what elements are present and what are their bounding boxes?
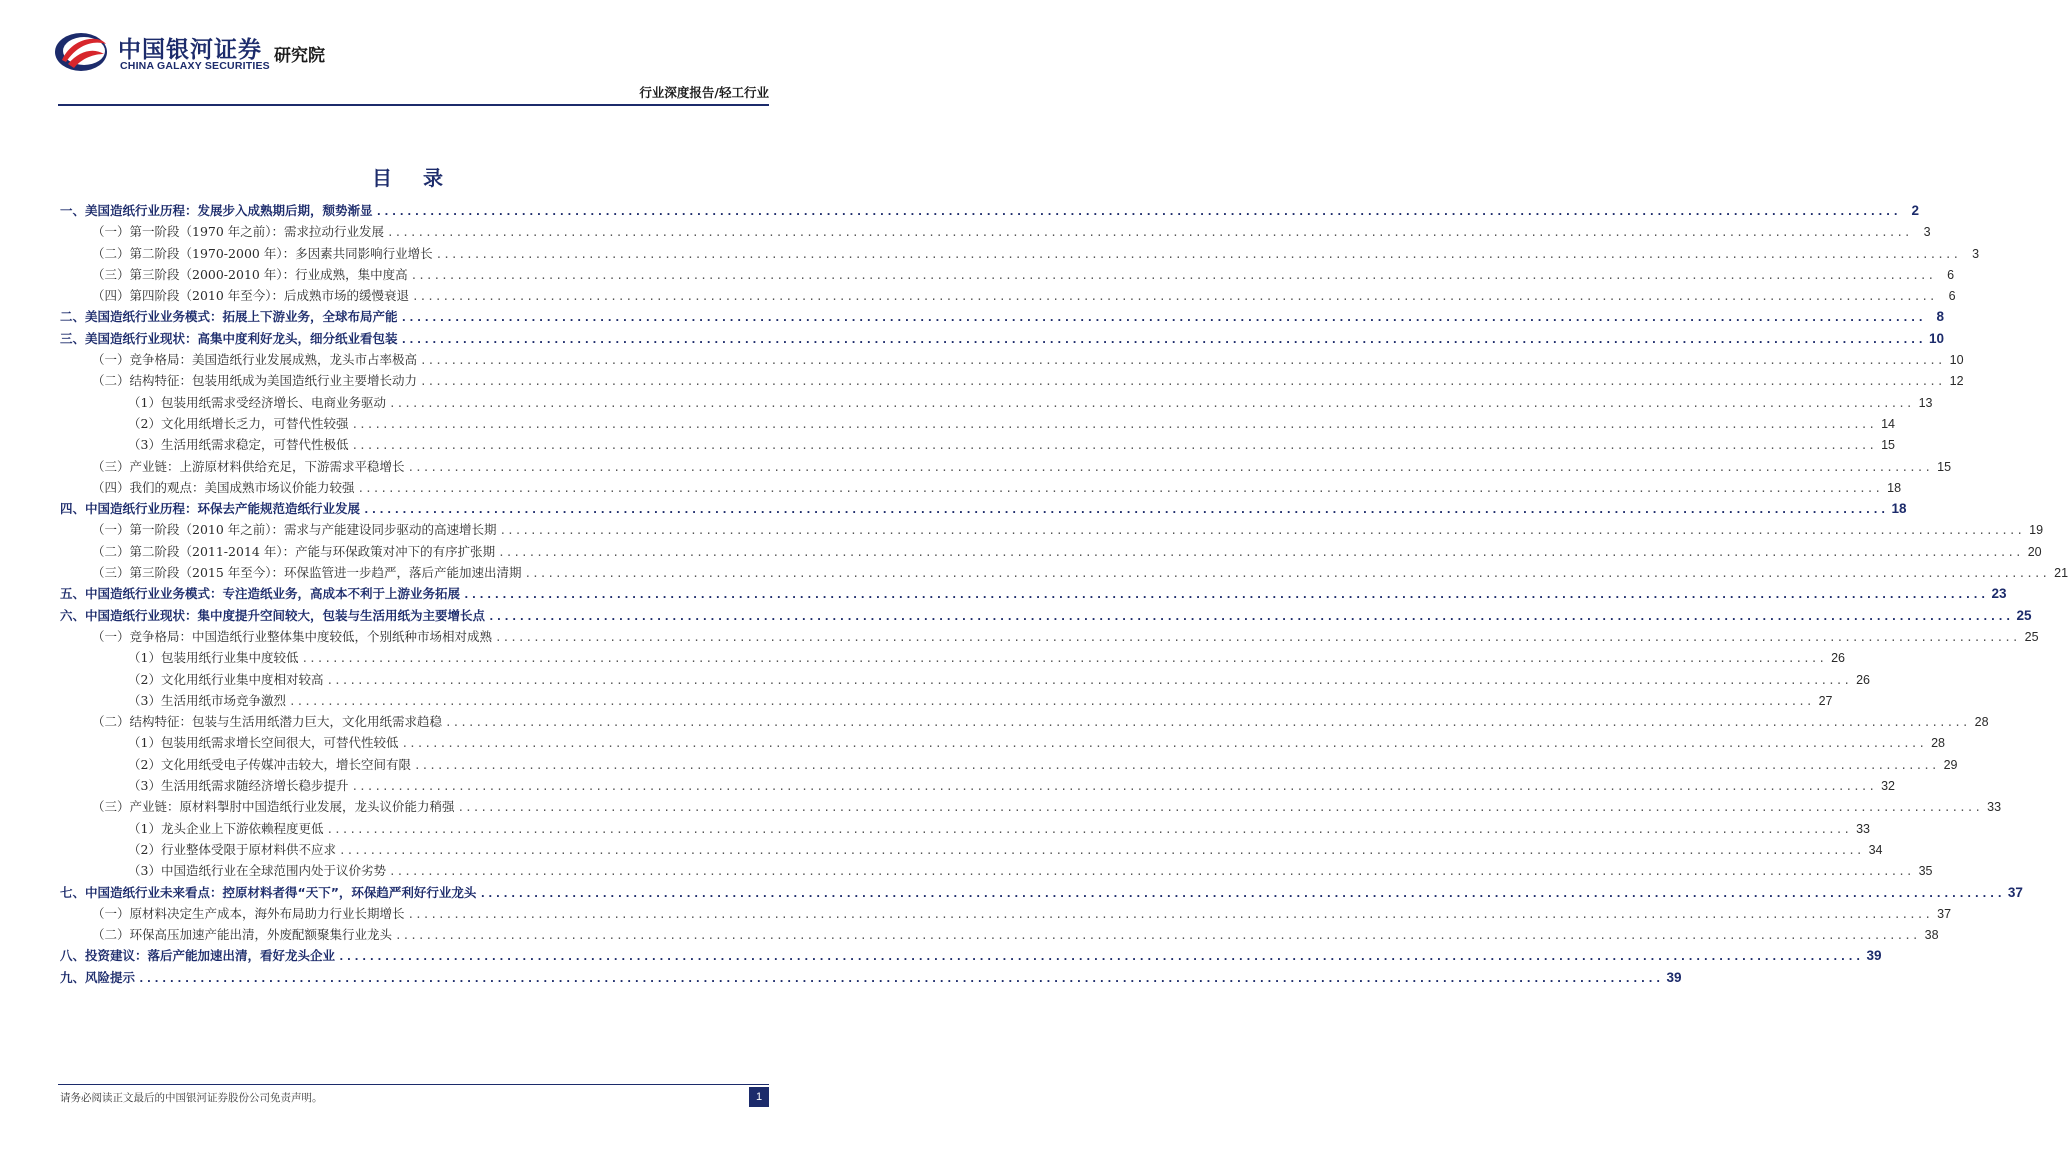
toc-page-number: 8 — [1936, 309, 1945, 325]
toc-page-number: 6 — [1948, 289, 1956, 304]
toc-entry-text: （四）我们的观点：美国成熟市场议价能力较强 — [92, 479, 355, 495]
toc-entry-text: （二）环保高压加速产能出清，外废配额聚集行业龙头 — [92, 927, 393, 943]
toc-entry[interactable] — [60, 818, 1870, 839]
toc-entry[interactable] — [60, 945, 1882, 966]
toc-dot-leader: ........................................................................................................................................................................................................ — [413, 758, 1939, 772]
toc-dot-leader: ........................................................................................................................................................................................................ — [495, 630, 2020, 644]
toc-entry-text: （二）结构特征：包装用纸成为美国造纸行业主要增长动力 — [92, 373, 418, 389]
toc-entry[interactable] — [60, 605, 2032, 626]
toc-entry[interactable] — [60, 711, 1989, 732]
toc-entry-text: （一）竞争格局：中国造纸行业整体集中度较低，个别纸种市场相对成熟 — [92, 628, 493, 644]
toc-entry-text: （三）第三阶段（2015 年至今）：环保监管进一步趋严，落后产能加速出清期 — [92, 565, 522, 581]
toc-page-number: 38 — [1924, 928, 1939, 943]
toc-entry-text: （二）第二阶段（1970-2000 年）：多因素共同影响行业增长 — [92, 245, 433, 261]
toc-page-number: 6 — [1947, 267, 1955, 282]
toc-entry[interactable] — [60, 583, 2007, 604]
toc-entry[interactable] — [60, 370, 1964, 391]
page-header — [0, 0, 827, 110]
toc-entry-text: （三）第三阶段（2000-2010 年）：行业成熟，集中度高 — [92, 266, 408, 282]
toc-entry[interactable] — [60, 690, 1833, 711]
toc-entry-text: （2）行业整体受限于原材料供不应求 — [128, 841, 336, 857]
toc-entry[interactable] — [60, 243, 1980, 264]
toc-entry-text: 九、风险提示 — [60, 969, 136, 985]
toc-page-number: 3 — [1923, 225, 1931, 240]
toc-entry[interactable] — [60, 924, 1939, 945]
toc-page-number: 28 — [1931, 736, 1945, 751]
toc-entry-text: （一）竞争格局：美国造纸行业发展成熟，龙头市占率极高 — [92, 352, 418, 368]
toc-entry[interactable] — [60, 328, 1945, 349]
toc-entry[interactable] — [60, 200, 1920, 221]
toc-dot-leader: ........................................................................................................................................................................................................ — [457, 801, 1983, 815]
toc-page-number: 15 — [1937, 459, 1952, 474]
toc-entry-text: （1）包装用纸需求增长空间很大，可替代性较低 — [128, 735, 399, 751]
toc-dot-leader: ........................................................................................................................................................................................................ — [420, 354, 1945, 368]
toc-dot-leader: ........................................................................................................................................................................................................ — [326, 673, 1851, 687]
toc-dot-leader: ........................................................................................................................................................................................................ — [138, 971, 1663, 985]
toc-entry-text: （二）结构特征：包装与生活用纸潜力巨大，文化用纸需求趋稳 — [92, 714, 443, 730]
institute-label: 研究院 — [274, 46, 325, 66]
toc-page-number: 39 — [1666, 969, 1682, 985]
toc-page-number: 37 — [1937, 906, 1952, 921]
toc-page-number: 13 — [1918, 395, 1933, 410]
toc-page-number: 27 — [1818, 693, 1833, 708]
toc-entry-text: 二、美国造纸行业业务模式：拓展上下游业务，全球布局产能 — [60, 309, 398, 325]
toc-entry[interactable] — [60, 967, 1682, 988]
toc-dot-leader: ........................................................................................................................................................................................................ — [410, 268, 1936, 282]
report-type: 行业深度报告/轻工行业 — [639, 85, 769, 100]
toc-page-number: 10 — [1949, 353, 1964, 368]
toc-page-number: 12 — [1949, 374, 1964, 389]
toc-entry[interactable] — [60, 882, 2023, 903]
toc-page-number: 37 — [2007, 884, 2023, 900]
toc-dot-leader: ........................................................................................................................................................................................................ — [326, 822, 1851, 836]
toc-page-number: 34 — [1868, 842, 1883, 857]
toc-entry[interactable] — [60, 413, 1895, 434]
toc-entry-text: （3）中国造纸行业在全球范围内处于议价劣势 — [128, 863, 386, 879]
toc-entry[interactable] — [60, 519, 2044, 540]
toc-dot-leader: ........................................................................................................................................................................................................ — [499, 524, 2025, 538]
toc-entry[interactable] — [60, 498, 1907, 519]
toc-entry-text: （三）产业链：原材料掣肘中国造纸行业发展，龙头议价能力稍强 — [92, 799, 455, 815]
toc-dot-leader: ........................................................................................................................................................................................................ — [401, 737, 1926, 751]
toc-page-number: 25 — [2024, 629, 2039, 644]
toc-entry-text: （一）第一阶段（1970 年之前）：需求拉动行业发展 — [92, 224, 385, 240]
toc-dot-leader: ........................................................................................................................................................................................................ — [412, 290, 1937, 304]
toc-page-number: 18 — [1887, 480, 1902, 495]
toc-dot-leader: ........................................................................................................................................................................................................ — [407, 460, 1933, 474]
toc-entry-text: （2）文化用纸受电子传媒冲击较大，增长空间有限 — [128, 756, 411, 772]
toc-entry-text: （2）文化用纸行业集中度相对较高 — [128, 671, 324, 687]
toc-page-number: 20 — [2027, 544, 2042, 559]
toc-entry-text: （二）第二阶段（2011-2014 年）：产能与环保政策对冲下的有序扩张期 — [92, 543, 496, 559]
toc-entry[interactable] — [60, 796, 2002, 817]
toc-page-number: 23 — [1991, 586, 2007, 602]
toc-page-number: 2 — [1911, 203, 1920, 218]
toc-entry-text: （3）生活用纸市场竞争激烈 — [128, 692, 286, 708]
toc-dot-leader: ........................................................................................................................................................................................................ — [445, 716, 1970, 730]
toc-page-number: 25 — [2016, 607, 2032, 623]
toc-dot-leader: ........................................................................................................................................................................................................ — [288, 694, 1814, 708]
toc-entry-text: （四）第四阶段（2010 年至今）：后成熟市场的缓慢衰退 — [92, 288, 410, 304]
galaxy-logo-icon — [54, 30, 110, 74]
toc-page-number: 18 — [1891, 501, 1907, 517]
toc-entry-text: （1）包装用纸需求受经济增长、电商业务驱动 — [128, 394, 386, 410]
toc-entry-text: 四、中国造纸行业历程：环保去产能规范造纸行业发展 — [60, 501, 361, 517]
toc-entry-text: （2）文化用纸增长乏力，可替代性较强 — [128, 415, 349, 431]
toc-entry[interactable] — [60, 562, 2068, 583]
toc-dot-leader: ........................................................................................................................................................................................................ — [357, 481, 1883, 495]
toc-dot-leader: ........................................................................................................................................................................................................ — [351, 439, 1876, 453]
toc-dot-leader: ........................................................................................................................................................................................................ — [388, 396, 1914, 410]
toc-page-number: 3 — [1972, 246, 1980, 261]
logo-chinese-name: 中国银河证券 — [118, 37, 262, 63]
toc-entry[interactable] — [60, 264, 1955, 285]
toc-page-number: 39 — [1866, 948, 1882, 964]
toc-title: 目 录 — [372, 166, 455, 190]
toc-page-number: 28 — [1974, 715, 1989, 730]
toc-page-number: 15 — [1881, 438, 1895, 453]
toc-dot-leader: ........................................................................................................................................................................................................ — [498, 545, 2023, 559]
header-divider — [58, 104, 769, 106]
toc-page-number: 14 — [1881, 416, 1895, 431]
toc-dot-leader: ........................................................................................................................................................................................................ — [351, 417, 1876, 431]
toc-dot-leader: ........................................................................................................................................................................................................ — [338, 950, 1863, 964]
toc-entry-text: 六、中国造纸行业现状：集中度提升空间较大，包装与生活用纸为主要增长点 — [60, 607, 486, 623]
toc-entry[interactable] — [60, 477, 1902, 498]
toc-entry-text: （三）产业链：上游原材料供给充足，下游需求平稳增长 — [92, 458, 405, 474]
toc-dot-leader: ........................................................................................................................................................................................................ — [400, 311, 1926, 325]
toc-dot-leader: ........................................................................................................................................................................................................ — [338, 843, 1864, 857]
toc-dot-leader: ........................................................................................................................................................................................................ — [488, 609, 2013, 623]
toc-dot-leader: ........................................................................................................................................................................................................ — [301, 652, 1826, 666]
footer-divider — [58, 1084, 769, 1085]
toc-entry[interactable] — [60, 541, 2042, 562]
toc-entry[interactable] — [60, 626, 2039, 647]
toc-dot-leader: ........................................................................................................................................................................................................ — [463, 588, 1988, 602]
toc-entry-text: （3）生活用纸需求稳定，可替代性极低 — [128, 437, 349, 453]
toc-entry-text: （3）生活用纸需求随经济增长稳步提升 — [128, 778, 349, 794]
toc-dot-leader: ........................................................................................................................................................................................................ — [351, 780, 1876, 794]
table-of-contents — [60, 200, 2068, 988]
toc-dot-leader: ........................................................................................................................................................................................................ — [363, 503, 1888, 517]
toc-dot-leader: ........................................................................................................................................................................................................ — [479, 886, 2004, 900]
toc-page-number: 33 — [1987, 800, 2002, 815]
toc-entry[interactable] — [60, 839, 1883, 860]
toc-entry[interactable] — [60, 434, 1895, 455]
footer-disclaimer: 请务必阅读正文最后的中国银河证券股份公司免责声明。 — [60, 1092, 323, 1104]
toc-entry-text: （1）龙头企业上下游依赖程度更低 — [128, 820, 324, 836]
toc-entry-text: 七、中国造纸行业未来看点：控原材料者得“天下”，环保趋严利好行业龙头 — [60, 884, 477, 900]
toc-entry[interactable] — [60, 669, 1870, 690]
toc-entry-text: 八、投资建议：落后产能加速出清，看好龙头企业 — [60, 948, 336, 964]
toc-dot-leader: ........................................................................................................................................................................................................ — [420, 375, 1945, 389]
toc-entry[interactable] — [60, 456, 1952, 477]
toc-entry[interactable] — [60, 647, 1845, 668]
toc-dot-leader: ........................................................................................................................................................................................................ — [407, 907, 1933, 921]
toc-dot-leader: ........................................................................................................................................................................................................ — [524, 567, 2050, 581]
logo-english-name: CHINA GALAXY SECURITIES — [120, 60, 270, 72]
toc-page-number: 32 — [1881, 779, 1895, 794]
toc-page-number: 33 — [1856, 821, 1870, 836]
toc-entry[interactable] — [60, 285, 1956, 306]
toc-dot-leader: ........................................................................................................................................................................................................ — [400, 332, 1926, 346]
toc-entry-text: （一）原材料决定生产成本，海外布局助力行业长期增长 — [92, 905, 405, 921]
toc-entry[interactable] — [60, 349, 1964, 370]
toc-entry-text: （1）包装用纸行业集中度较低 — [128, 650, 299, 666]
toc-entry-text: 五、中国造纸行业业务模式：专注造纸业务，高成本不利于上游业务拓展 — [60, 586, 461, 602]
toc-page-number: 35 — [1918, 864, 1933, 879]
toc-entry[interactable] — [60, 392, 1933, 413]
toc-page-number: 29 — [1943, 757, 1958, 772]
toc-entry[interactable] — [60, 221, 1931, 242]
toc-page-number: 26 — [1856, 672, 1870, 687]
toc-dot-leader: ........................................................................................................................................................................................................ — [388, 865, 1914, 879]
toc-dot-leader: ........................................................................................................................................................................................................ — [435, 247, 1961, 261]
toc-entry[interactable] — [60, 732, 1945, 753]
toc-page-number: 26 — [1831, 651, 1845, 666]
toc-dot-leader: ........................................................................................................................................................................................................ — [387, 226, 1912, 240]
toc-entry[interactable] — [60, 754, 1958, 775]
toc-page-number: 21 — [2054, 566, 2068, 581]
toc-entry[interactable] — [60, 903, 1952, 924]
toc-entry[interactable] — [60, 860, 1933, 881]
page-number-badge: 1 — [749, 1087, 769, 1107]
toc-entry-text: 一、美国造纸行业历程：发展步入成熟期后期，颓势渐显 — [60, 203, 373, 218]
toc-dot-leader: ........................................................................................................................................................................................................ — [395, 929, 1920, 943]
toc-entry-text: （一）第一阶段（2010 年之前）：需求与产能建设同步驱动的高速增长期 — [92, 522, 497, 538]
toc-page-number: 19 — [2029, 523, 2044, 538]
toc-entry-text: 三、美国造纸行业现状：高集中度利好龙头，细分纸业看包装 — [60, 330, 398, 346]
toc-entry[interactable] — [60, 775, 1895, 796]
toc-dot-leader: ........................................................................................................................................................................................................ — [375, 205, 1901, 218]
toc-page-number: 10 — [1929, 330, 1945, 346]
toc-entry[interactable] — [60, 306, 1945, 327]
